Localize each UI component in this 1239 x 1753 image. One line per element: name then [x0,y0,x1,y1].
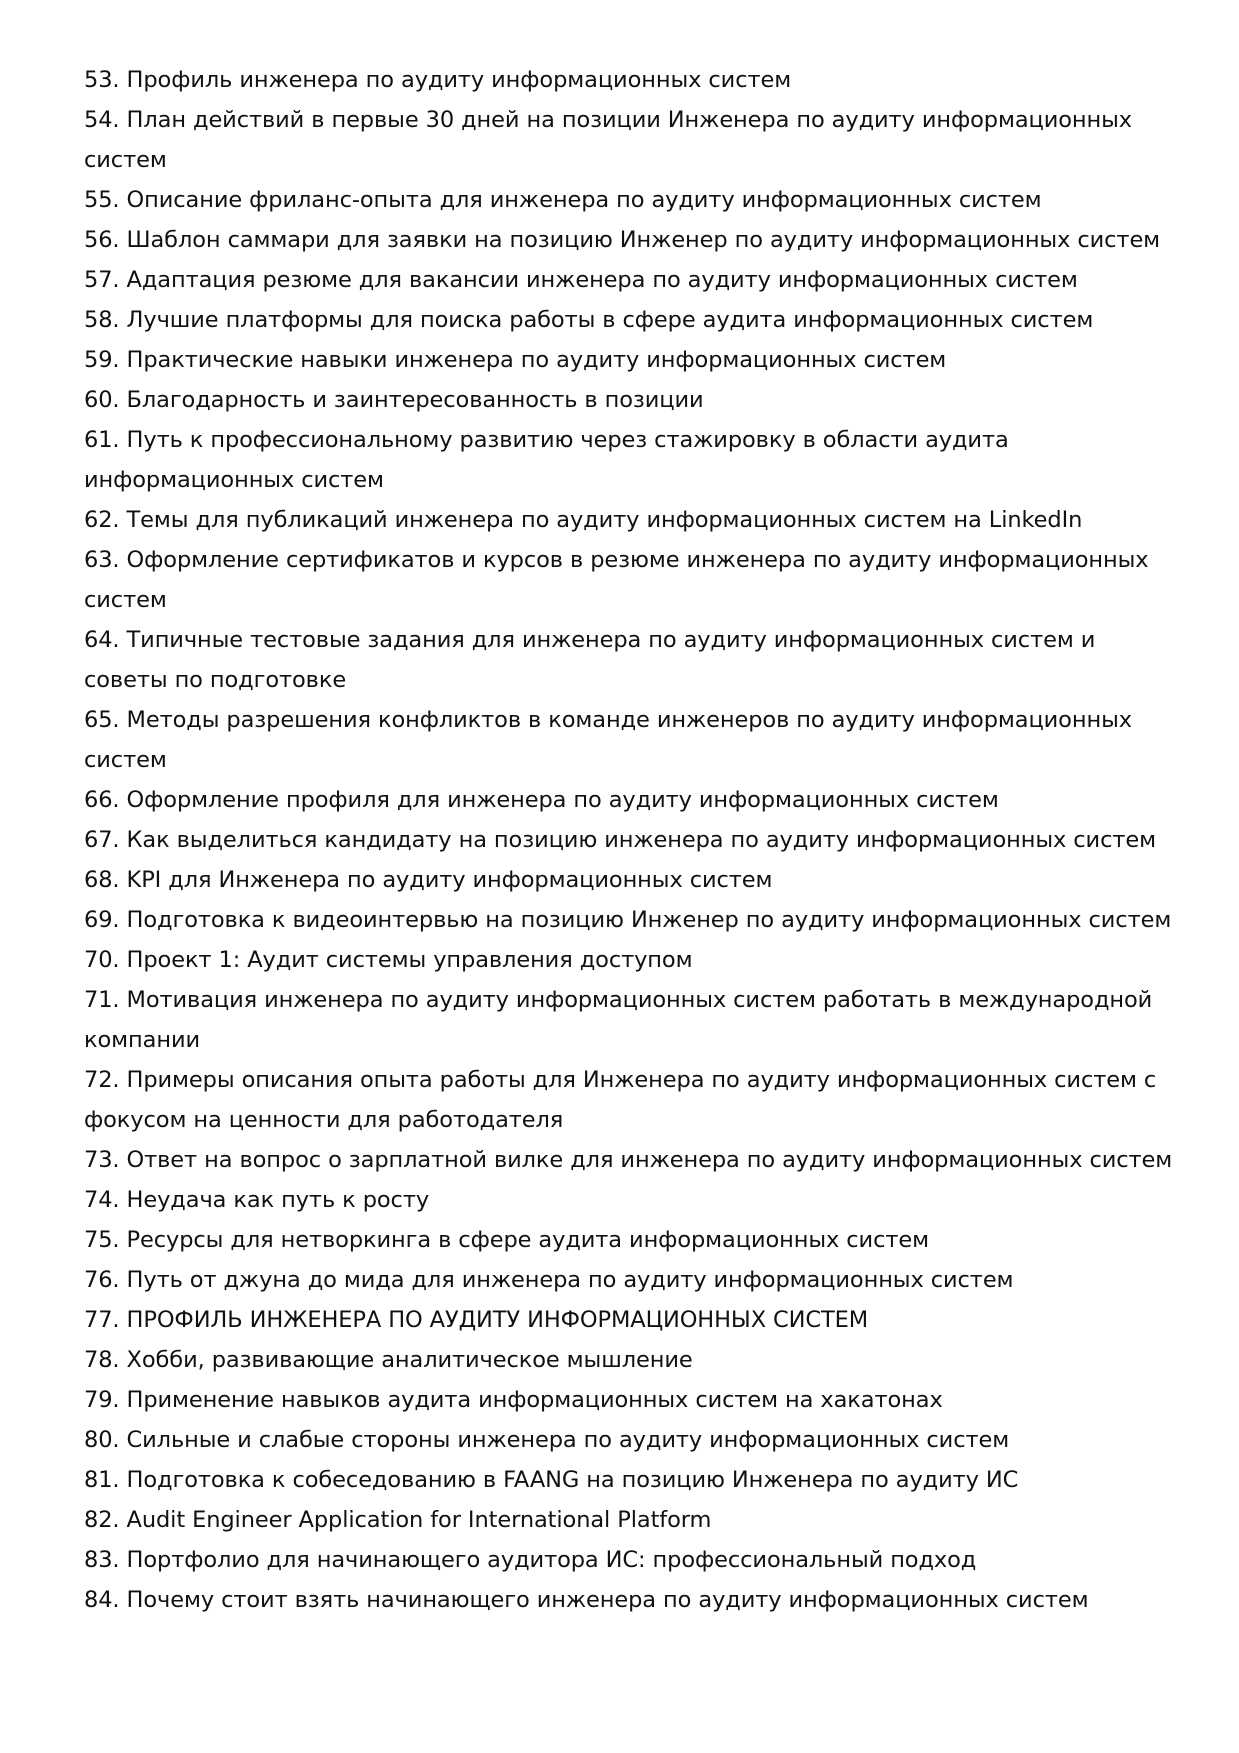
list-item: 83. Портфолио для начинающего аудитора ИС: профессиональный подход [84,1547,977,1573]
list-item: 71. Мотивация инженера по аудиту информационных систем работать в международной компании [84,987,1153,1053]
list-item: 62. Темы для публикаций инженера по аудиту информационных систем на LinkedIn [84,507,1083,533]
list-item: 84. Почему стоит взять начинающего инженера по аудиту информационных систем [84,1587,1089,1613]
list-item: 55. Описание фриланс-опыта для инженера по аудиту информационных систем [84,187,1042,213]
list-item: 78. Хобби, развивающие аналитическое мышление [84,1347,693,1373]
list-item: 56. Шаблон саммари для заявки на позицию Инженер по аудиту информационных систем [84,227,1161,253]
list-item: 70. Проект 1: Аудит системы управления доступом [84,947,693,973]
list-item: 60. Благодарность и заинтересованность в позиции [84,387,704,413]
list-item: 66. Оформление профиля для инженера по аудиту информационных систем [84,787,999,813]
list-item: 73. Ответ на вопрос о зарплатной вилке для инженера по аудиту информационных систем [84,1147,1173,1173]
list-item: 82. Audit Engineer Application for International Platform [84,1507,712,1533]
list-item: 65. Методы разрешения конфликтов в команде инженеров по аудиту информационных систем [84,707,1132,773]
list-item: 54. План действий в первые 30 дней на позиции Инженера по аудиту информационных систем [84,107,1133,173]
list-item: 58. Лучшие платформы для поиска работы в сфере аудита информационных систем [84,307,1094,333]
list-item: 76. Путь от джуна до мида для инженера по аудиту информационных систем [84,1267,1014,1293]
list-item: 61. Путь к профессиональному развитию через стажировку в области аудита информационных систем [84,427,1009,493]
list-item: 67. Как выделиться кандидату на позицию инженера по аудиту информационных систем [84,827,1156,853]
list-item: 69. Подготовка к видеоинтервью на позицию Инженер по аудиту информационных систем [84,907,1172,933]
list-item: 80. Сильные и слабые стороны инженера по аудиту информационных систем [84,1427,1010,1453]
toc-list [84,60,1174,1620]
list-item: 77. ПРОФИЛЬ ИНЖЕНЕРА ПО АУДИТУ ИНФОРМАЦИОННЫХ СИСТЕМ [84,1307,869,1333]
list-item: 79. Применение навыков аудита информационных систем на хакатонах [84,1387,943,1413]
list-item: 72. Примеры описания опыта работы для Инженера по аудиту информационных систем с фокусом на ценности для работодателя [84,1067,1157,1133]
list-item: 74. Неудача как путь к росту [84,1187,430,1213]
list-item: 68. KPI для Инженера по аудиту информационных систем [84,867,773,893]
list-item: 75. Ресурсы для нетворкинга в сфере аудита информационных систем [84,1227,929,1253]
list-item: 53. Профиль инженера по аудиту информационных систем [84,67,792,93]
list-item: 64. Типичные тестовые задания для инженера по аудиту информационных систем и советы по подготовке [84,627,1096,693]
list-item: 81. Подготовка к собеседованию в FAANG на позицию Инженера по аудиту ИС [84,1467,1019,1493]
list-item: 59. Практические навыки инженера по аудиту информационных систем [84,347,947,373]
list-item: 57. Адаптация резюме для вакансии инженера по аудиту информационных систем [84,267,1078,293]
list-item: 63. Оформление сертификатов и курсов в резюме инженера по аудиту информационных систем [84,547,1149,613]
